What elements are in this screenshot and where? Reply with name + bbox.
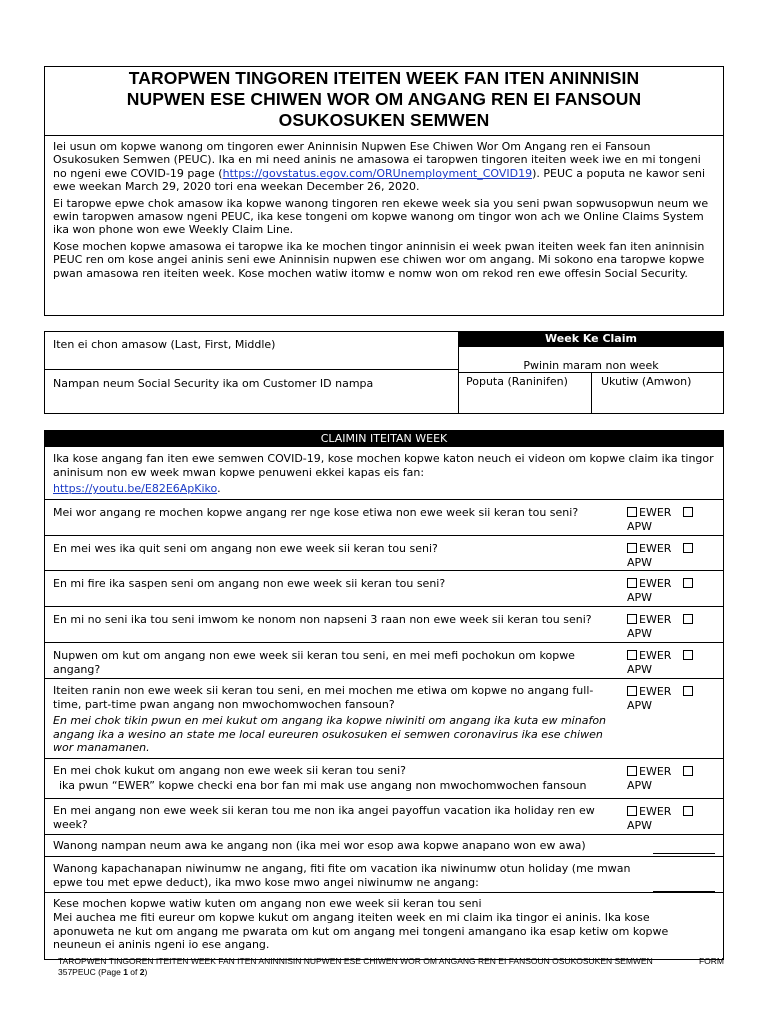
intro-text <box>45 136 723 280</box>
week-ending-label: Pwinin maram non week <box>523 359 659 372</box>
yes-no-options <box>627 805 717 832</box>
question-text: En mi no seni ika tou seni imwom ke nonom non napseni 3 raan non ewe week sii keran tou seni? <box>53 613 592 626</box>
question-text: En mei angang non ewe week sii keran tou me non ika angei payoffun vacation ika holiday ren ew week? <box>53 804 595 831</box>
page-footer <box>58 956 724 978</box>
question-text: Kese mochen kopwe watiw kuten om angang non ewe week sii keran tou seni <box>53 897 482 910</box>
question-text: Nupwen om kut om angang non ewe week sii keran tou seni, en mei mefi pochokun om kopwe angang? <box>53 649 575 676</box>
yes-no-options <box>627 506 717 533</box>
no-label: APW <box>627 519 653 533</box>
title-line-3: OSUKOSUKEN SEMWEN <box>278 110 490 130</box>
no-checkbox[interactable] <box>683 806 693 816</box>
hours-field[interactable] <box>653 853 715 854</box>
yes-checkbox[interactable] <box>627 614 637 624</box>
title-line-1: TAROPWEN TINGOREN ITEITEN WEEK FAN ITEN ANINNISIN <box>128 68 640 88</box>
question-row <box>45 642 723 679</box>
intro-p1-text: Iei usun om kopwe wanong om tingoren ewer Aninnisin Nupwen Ese Chiwen Wor Om Angang ren ei Fansoun Osukosuken Semwen (PEUC). Ika en mi need aninis ne amasowa ei taropwen tingoren iteiten week iwe en mi tongeni no ngeni ewe COVID-19 page <box>53 140 701 180</box>
no-checkbox[interactable] <box>683 766 693 776</box>
no-label: APW <box>627 698 653 712</box>
paren: ) <box>144 967 148 977</box>
covid-page-link[interactable]: https://govstatus.egov.com/ORUnemployment_COVID19 <box>222 166 533 180</box>
intro-paragraph-3: Kose mochen kopwe amasowa ei taropwe ika ke mochen tingor aninnisin ei week pwan iteiten week fan iten aninnisin PEUC ren om kose angei aninis seni ewe Aninnisin nupwen ese chiwen wor om angang. Mi sokono ena taropwe kopwe pwan amasowa ren iteiten week. Kose mochen watiw itomw e nomw won om rekod ren ewe offesin Social Security. <box>53 239 705 280</box>
question-row <box>45 856 723 893</box>
yes-no-options <box>627 765 717 792</box>
yes-checkbox[interactable] <box>627 686 637 696</box>
current-page: 1 <box>123 967 128 977</box>
divider <box>458 346 724 347</box>
intro-paragraph-2: Ei taropwe epwe chok amasow ika kopwe wanong tingoren ren ekewe week sia you seni pwan sopwusopwun neum we ewin taropwen amasow ngeni PEUC, ika kese tongeni om kopwe wanong om tingor won ach we Online Claims System ika won phone won ewe Weekly Claim Line. <box>53 196 709 237</box>
week-end-label: Ukutiw (Amwon) <box>601 375 692 388</box>
question-row <box>45 606 723 643</box>
yes-checkbox[interactable] <box>627 806 637 816</box>
question-note: En mei chok tikin pwun en mei kukut om angang ika kopwe niwiniti om angang ika kuta ew minafon angang ika a wesino an state me local eureuren osukosuken ei semwen coronavirus ika ese chiwen wor manamanen. <box>53 714 607 754</box>
no-checkbox[interactable] <box>683 578 693 588</box>
claims-header: CLAIMIN ITEITAN WEEK <box>45 431 723 447</box>
yes-checkbox[interactable] <box>627 650 637 660</box>
yes-label: EWER <box>639 649 672 662</box>
no-label: APW <box>627 626 653 640</box>
total-pages: 2 <box>139 967 145 977</box>
question-row <box>45 499 723 536</box>
question-row <box>45 570 723 607</box>
question-text: Mei wor angang re mochen kopwe angang rer nge kose etiwa non ewe week sii keran tou seni? <box>53 506 579 519</box>
of-text: of <box>127 967 140 977</box>
question-text: Wanong nampan neum awa ke angang non (ika mei wor esop awa kopwe anapano won ew awa) <box>53 839 586 852</box>
yes-label: EWER <box>639 577 672 590</box>
question-note: Mei auchea me fiti eureur om kopwe kukut om angang iteiten week en mi claim ika tingor ei aninis. Ika kose aponuweta ne kut om angang me pwarata om kut om angang mei tongeni amangano ika esap ketiw om kopwe neuneun ei aninis ngeni io ese angang. <box>53 911 669 951</box>
question-row <box>45 892 723 960</box>
claims-intro-text: Ika kose angang fan iten ewe semwen COVID-19, kose mochen kopwe katon neuch ei videon om kopwe claim ika tingor aninisum non ew week mwan kopwe penuweni ekkei kapas eis fan: <box>53 452 714 479</box>
yes-label: EWER <box>639 613 672 626</box>
video-link[interactable]: https://youtu.be/E82E6ApKiko <box>53 482 218 495</box>
week-start-label: Poputa (Raninifen) <box>466 375 568 388</box>
no-checkbox[interactable] <box>683 614 693 624</box>
question-row <box>45 758 723 799</box>
form-header-box <box>44 66 724 316</box>
question-note: ika pwun “EWER” kopwe checki ena bor fan mi mak use angang non mwochomwochen fansoun <box>59 779 587 792</box>
intro-paragraph-1 <box>53 140 715 194</box>
yes-label: EWER <box>639 506 672 519</box>
title-line-2: NUPWEN ESE CHIWEN WOR OM ANGANG REN EI FANSOUN <box>126 89 642 109</box>
question-row <box>45 535 723 571</box>
question-text: Iteiten ranin non ewe week sii keran tou seni, en mei mochen me etiwa om kopwe no angang full-time, part-time pwan angang non mwochomwochen fansoun? <box>53 684 594 711</box>
yes-label: EWER <box>639 685 672 698</box>
yes-no-options <box>627 649 717 676</box>
footer-form-label: FORM <box>698 956 724 966</box>
no-label: APW <box>627 662 653 676</box>
yes-no-options <box>627 577 717 604</box>
intro-p1-text-2: ). PEUC a poputa ne kawor seni ewe weekan March 29, 2020 tori ena weekan December 26, 2020. <box>53 166 706 194</box>
no-checkbox[interactable] <box>683 686 693 696</box>
question-row <box>45 678 723 759</box>
ssn-label: Nampan neum Social Security ika om Customer ID nampa <box>53 377 374 390</box>
question-text: En mei chok kukut om angang non ewe week sii keran tou seni? <box>53 764 407 777</box>
form-title <box>45 67 723 131</box>
question-text: Wanong kapachanapan niwinumw ne angang, fiti fite om vacation ika niwinumw otun holiday (me mwan epwe tou met epwe deduct), ika mwo kose mwo angei niwinumw ne angang: <box>53 862 631 889</box>
no-checkbox[interactable] <box>683 650 693 660</box>
question-row <box>45 834 723 857</box>
page-number <box>58 967 724 978</box>
yes-label: EWER <box>639 765 672 778</box>
paren: ( <box>218 166 223 180</box>
claimant-name-label: Iten ei chon amasow (Last, First, Middle) <box>53 338 276 351</box>
weekly-claims-section <box>44 430 724 960</box>
yes-checkbox[interactable] <box>627 766 637 776</box>
no-checkbox[interactable] <box>683 507 693 517</box>
yes-no-options <box>627 685 717 712</box>
no-label: APW <box>627 590 653 604</box>
no-label: APW <box>627 778 653 792</box>
claimant-info-box <box>44 331 724 414</box>
question-text: En mi fire ika saspen seni om angang non ewe week sii keran tou seni? <box>53 577 446 590</box>
yes-label: EWER <box>639 542 672 555</box>
yes-checkbox[interactable] <box>627 578 637 588</box>
yes-checkbox[interactable] <box>627 507 637 517</box>
divider <box>591 372 592 413</box>
divider <box>45 369 458 370</box>
yes-checkbox[interactable] <box>627 543 637 553</box>
no-label: APW <box>627 818 653 832</box>
yes-no-options <box>627 542 717 569</box>
claims-intro <box>53 452 715 496</box>
question-row <box>45 798 723 835</box>
no-checkbox[interactable] <box>683 543 693 553</box>
question-text: En mei wes ika quit seni om angang non ewe week sii keran tou seni? <box>53 542 438 555</box>
week-claim-header: Week Ke Claim <box>458 332 724 346</box>
footer-title: TAROPWEN TINGOREN ITEITEN WEEK FAN ITEN ANINNISIN NUPWEN ESE CHIWEN WOR OM ANGANG REN EI FANSOUN OSUKOSUKEN SEMWEN <box>58 956 653 966</box>
yes-label: EWER <box>639 805 672 818</box>
form-code: 357PEUC (Page <box>58 967 124 977</box>
period: . <box>217 482 221 495</box>
no-label: APW <box>627 555 653 569</box>
yes-no-options <box>627 613 717 640</box>
